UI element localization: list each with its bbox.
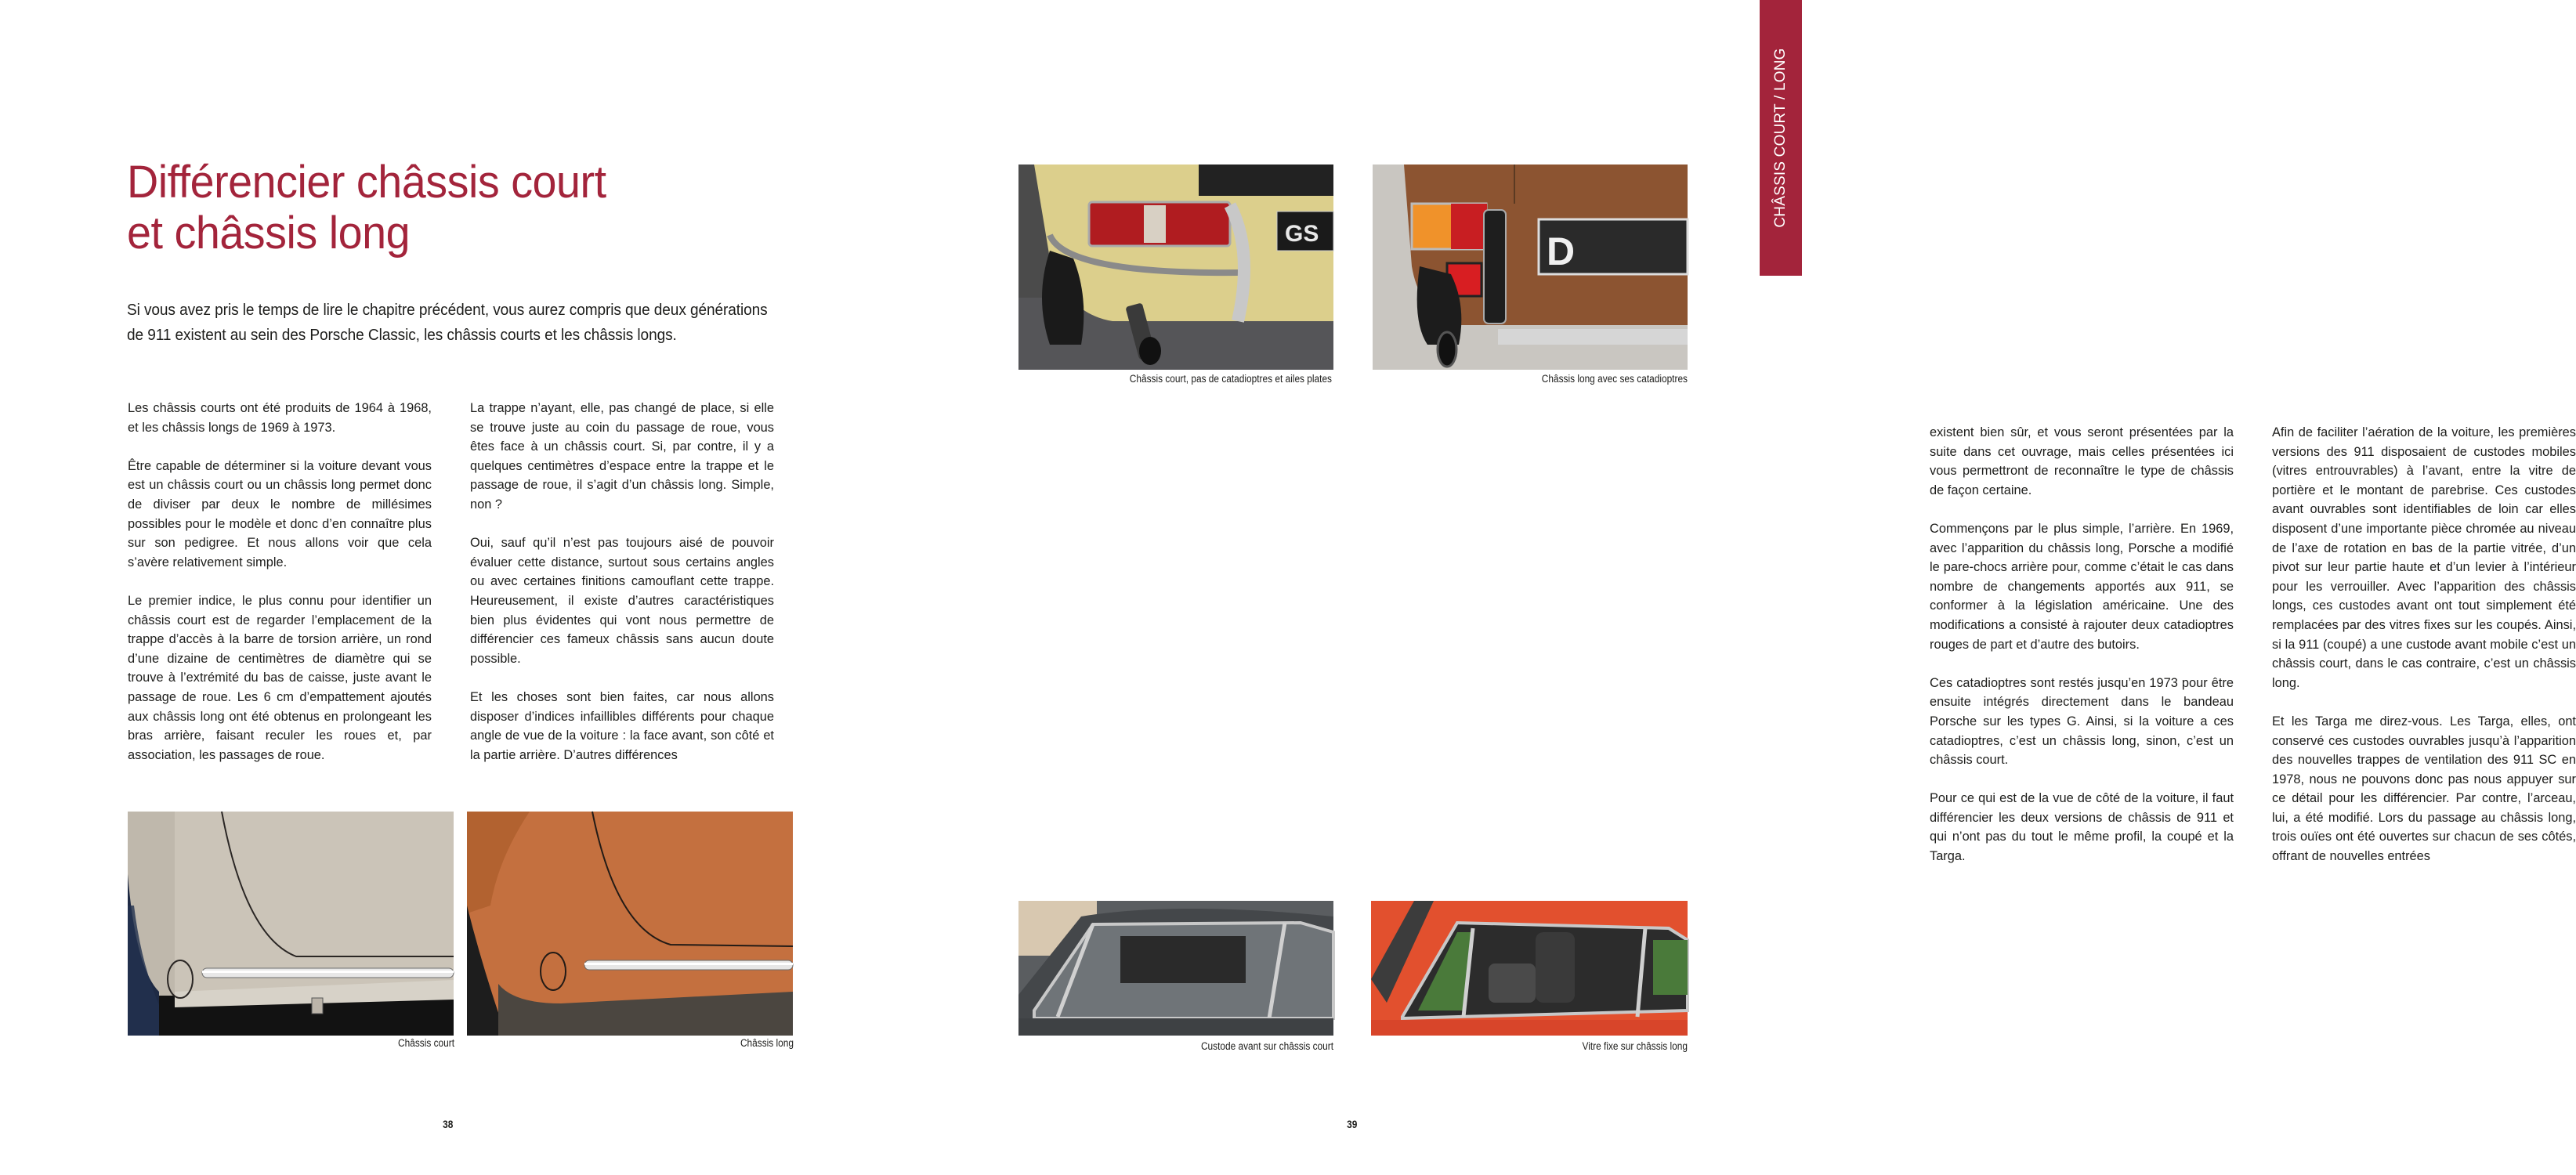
paragraph: Commençons par le plus simple, l’arrière. En 1969, avec l’apparition du châssis long, Porsche a modifié le pare-chocs arrière pour, comme c’était le cas dans nombre de changements apportés aux 911, se conformer à la législation américaine. Une des modifications a consisté à rajouter deux catadioptres rouges de part et d’autre des butoirs.	[1930, 521, 2234, 652]
paragraph: Être capable de déterminer si la voiture devant vous est un châssis court ou un châssis long permet donc de diviser par deux le nombre de millésimes possibles pour le modèle et donc d’en connaître plus sur son pedigree. Et nous allons voir que cela s’avère relativement simple.	[128, 458, 432, 569]
paragraph: Afin de faciliter l’aération de la voiture, les premières versions des 911 disposaient de custodes mobiles (vitres entrouvrables) à l’avant, entre la vitre de portière et le montant de parebrise. Ces custodes avant ouvrables sont identifiables de loin car elles disposent d’une importante pièce chromée au niveau de l’axe de rotation en bas de la partie vitrée, d’un pivot sur leur partie haute et d’un levier à l’intérieur pour les verrouiller. Avec l’apparition des châssis longs, ces custodes avant ont tout simplement été remplacées par des vitres fixes sur les coupés. Ainsi, si la 911 (coupé) a une custode avant mobile c’est un châssis court, dans le cas contraire, c’est un châssis long.	[2272, 425, 2576, 690]
right-page	[901, 0, 2576, 1175]
paragraph: La trappe n’ayant, elle, pas changé de place, si elle se trouve juste au coin du passage de roue, vous êtes face à un châssis court. Si, par contre, il y a quelques centimètres d’espace entre la trappe et le passage de roue, il s’agit d’un châssis long. Simple, non ?	[470, 401, 774, 512]
paragraph: existent bien sûr, et vous seront présentées par la suite dans cet ouvrage, mais celles présentées ici vous permettront de reconnaître le type de châssis de façon certaine.	[1930, 425, 2234, 497]
text-column-4	[2272, 423, 2576, 866]
text-column-2	[470, 399, 774, 765]
left-page	[0, 0, 901, 1175]
license-plate-text: GS	[1285, 221, 1319, 247]
paragraph: Oui, sauf qu’il n’est pas toujours aisé de pouvoir évaluer cette distance, surtout sous certains angles ou avec certaines finitions camouflant cette trappe. Heureusement, il existe d’autres caractéristiques bien plus évidentes qui vont nous permettre de différencier ces fameux châssis sans aucun doute possible.	[470, 536, 774, 666]
title-line-2: et châssis long	[127, 208, 411, 258]
photo-rear-long-chassis	[1373, 164, 1688, 370]
page-number: 39	[1347, 1118, 1358, 1130]
paragraph: Le premier indice, le plus connu pour identifier un châssis court est de regarder l’emplacement de la trappe d’accès à la barre de torsion arrière, un rond d’une dizaine de centimètres de diamètre qui se trouve à l’extrémité du bas de caisse, juste avant le passage de roue. Les 6 cm d’empattement ajoutés aux châssis long ont été obtenus en prolongeant les bras arrière, faisant reculer les roues et, par association, les passages de roue.	[128, 593, 432, 762]
license-plate-text: D	[1547, 230, 1576, 273]
page-number: 38	[443, 1118, 454, 1130]
paragraph: Et les choses sont bien faites, car nous allons disposer d’indices infaillibles différents pour chaque angle de vue de la voiture : la face avant, son côté et la partie arrière. D’autres différences	[470, 689, 774, 762]
photo-window-long-chassis	[1371, 901, 1688, 1036]
paragraph: Pour ce qui est de la vue de côté de la voiture, il faut différencier les deux versions de châssis de 911 et qui n’ont pas du tout le même profil, la coupé et la Targa.	[1930, 791, 2234, 864]
photo-caption: Custode avant sur châssis court	[1200, 1040, 1333, 1052]
text-column-1	[128, 399, 432, 765]
lead-paragraph: Si vous avez pris le temps de lire le chapitre précédent, vous aurez compris que deux générations de 911 existent au sein des Porsche Classic, les châssis courts et les châssis longs.	[127, 301, 768, 344]
photo-window-short-chassis	[1018, 901, 1333, 1036]
title-line-1: Différencier châssis court	[127, 157, 606, 208]
photo-caption: Châssis court	[398, 1037, 454, 1049]
section-tab-label: CHÂSSIS COURT / LONG	[1772, 48, 1789, 228]
photo-long-chassis-side	[467, 812, 793, 1036]
page-title	[127, 157, 804, 258]
photo-caption: Châssis long	[740, 1037, 794, 1049]
text-column-3	[1930, 423, 2234, 866]
photo-caption: Châssis court, pas de catadioptres et ailes plates	[1129, 373, 1332, 385]
paragraph: Les châssis courts ont été produits de 1964 à 1968, et les châssis longs de 1969 à 1973.	[128, 401, 432, 435]
paragraph: Et les Targa me direz-vous. Les Targa, elles, ont conservé ces custodes ouvrables jusqu’à l’apparition des nouvelles trappes de ventilation des 911 SC en 1978, nous ne pouvons donc pas nous appuyer sur ce détail pour les différencier. Par contre, l’arceau, lui, a été modifié. Lors du passage au châssis long, trois ouïes ont été ouvertes sur chacun de ses côtés, offrant de nouvelles entrées	[2272, 714, 2576, 864]
paragraph: Ces catadioptres sont restés jusqu’en 1973 pour être ensuite intégrés directement dans le bandeau Porsche sur les types G. Ainsi, si la voiture a ces catadioptres, c’est un châssis long, sinon, c’est un châssis court.	[1930, 675, 2234, 768]
photo-rear-short-chassis	[1018, 164, 1333, 370]
photo-caption: Châssis long avec ses catadioptres	[1541, 373, 1688, 385]
section-thumb-tab	[1760, 0, 1802, 276]
photo-short-chassis-side	[128, 812, 454, 1036]
photo-caption: Vitre fixe sur châssis long	[1582, 1040, 1688, 1052]
